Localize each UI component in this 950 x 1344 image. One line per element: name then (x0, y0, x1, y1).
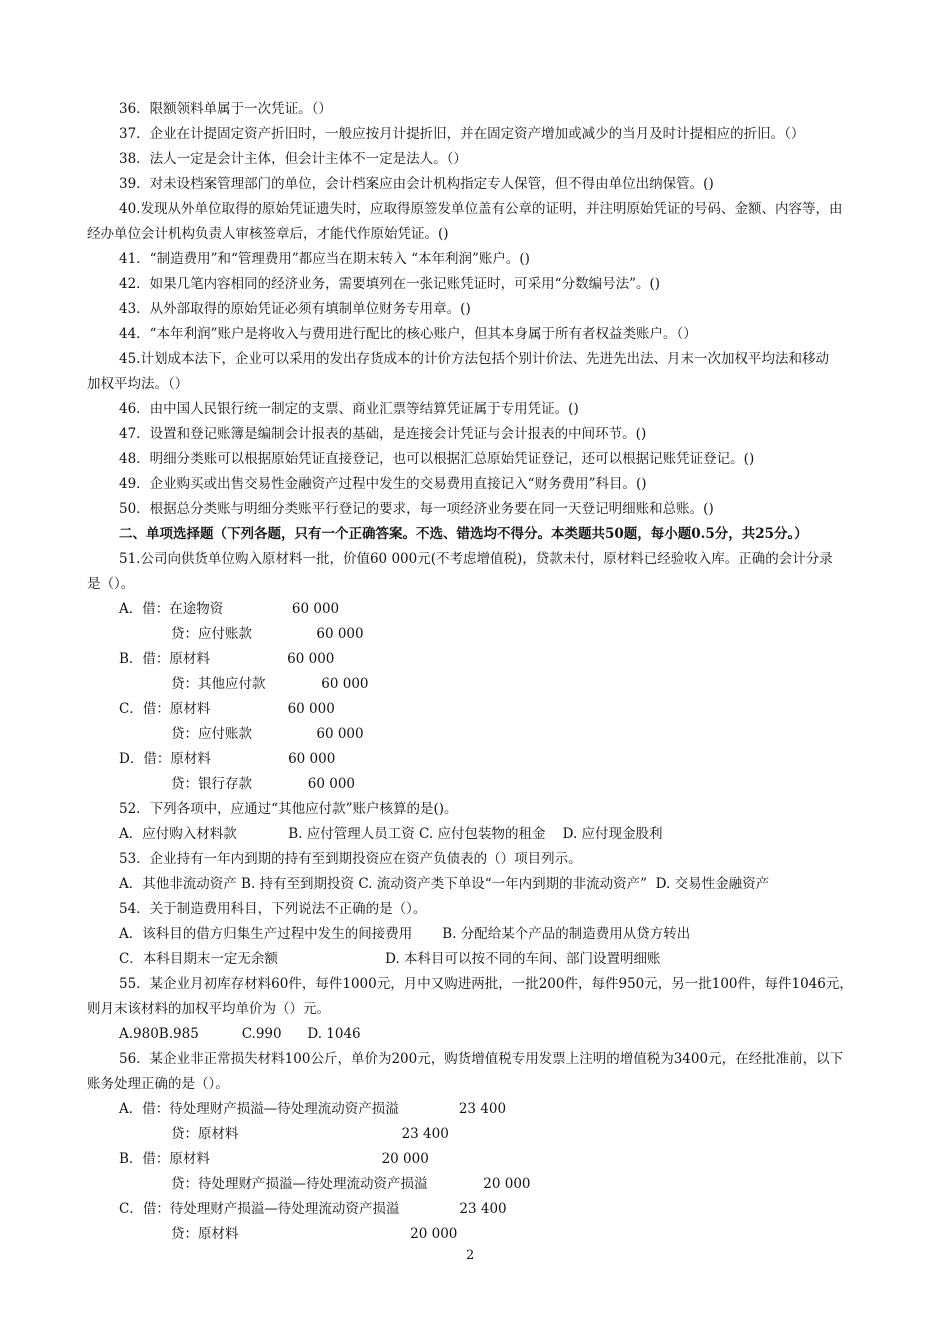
question-52: 52．下列各项中，应通过“其他应付款”账户核算的是()。 (119, 801, 458, 817)
question-40-cont: 经办单位会计机构负责人审核签章后，才能代作原始凭证。() (87, 226, 449, 242)
question-44: 44．“本年利润”账户是将收入与费用进行配比的核心账户，但其本身属于所有者权益类账户。（） (119, 326, 697, 342)
question-41: 41．“制造费用”和“管理费用”都应当在期末转入 “本年利润”账户。() (119, 251, 530, 267)
question-45-cont: 加权平均法。（） (87, 376, 189, 392)
question-37: 37．企业在计提固定资产折旧时，一般应按月计提折旧，并在固定资产增加或减少的当月及时计提相应的折旧。（） (119, 126, 805, 142)
option-56-a-credit: 贷：原材料 23 400 (171, 1126, 449, 1142)
question-51: 51.公司向供货单位购入原材料一批，价值60 000元(不考虑增值税)，贷款未付，原材料已经验收入库。正确的会计分录 (119, 551, 833, 567)
page-number: 2 (466, 1248, 475, 1263)
question-36: 36．限额领料单属于一次凭证。（） (119, 101, 332, 117)
option-56-c-debit: C．借：待处理财产损溢—待处理流动资产损溢 23 400 (119, 1201, 507, 1217)
option-51-d-credit: 贷：银行存款 60 000 (171, 776, 356, 792)
question-56: 56．某企业非正常损失材料100公斤，单价为200元，购货增值税专用发票上注明的增值税为3400元，在经批准前，以下 (119, 1051, 844, 1067)
question-43: 43．从外部取得的原始凭证必须有填制单位财务专用章。() (119, 301, 471, 317)
option-51-a-credit: 贷：应付账款 60 000 (171, 626, 364, 642)
question-40: 40.发现从外单位取得的原始凭证遗失时，应取得原签发单位盖有公章的证明，并注明原始凭证的号码、金额、内容等，由 (119, 201, 843, 217)
question-49: 49．企业购买或出售交易性金融资产过程中发生的交易费用直接记入“财务费用”科目。() (119, 476, 647, 492)
question-51-cont: 是（）。 (87, 576, 135, 592)
question-48: 48．明细分类账可以根据原始凭证直接登记，也可以根据汇总原始凭证登记，还可以根据记账凭证登记。() (119, 451, 755, 467)
question-56-cont: 账务处理正确的是（）。 (87, 1076, 229, 1092)
question-38: 38．法人一定是会计主体，但会计主体不一定是法人。（） (119, 151, 467, 167)
option-51-a-debit: A．借：在途物资 60 000 (119, 601, 340, 617)
question-39: 39．对未设档案管理部门的单位，会计档案应由会计机构指定专人保管，但不得由单位出纳保管。() (119, 176, 714, 192)
question-53: 53．企业持有一年内到期的持有至到期投资应在资产负债表的（）项目列示。 (119, 851, 582, 867)
options-53: A．其他非流动资产 B. 持有至到期投资 C. 流动资产类下单设“一年内到期的非流动资产” D. 交易性金融资产 (119, 876, 770, 892)
question-55-cont: 则月末该材料的加权平均单价为（）元。 (87, 1001, 330, 1017)
option-51-c-credit: 贷：应付账款 60 000 (171, 726, 364, 742)
option-51-b-credit: 贷：其他应付款 60 000 (171, 676, 369, 692)
option-51-c-debit: C．借：原材料 60 000 (119, 701, 335, 717)
question-46: 46．由中国人民银行统一制定的支票、商业汇票等结算凭证属于专用凭证。() (119, 401, 579, 417)
question-45: 45.计划成本法下，企业可以采用的发出存货成本的计价方法包括个别计价法、先进先出法、月末一次加权平均法和移动 (119, 351, 829, 367)
question-42: 42．如果几笔内容相同的经济业务，需要填列在一张记账凭证时，可采用“分数编号法”。() (119, 276, 661, 292)
option-56-a-debit: A．借：待处理财产损溢—待处理流动资产损溢 23 400 (119, 1101, 507, 1117)
options-52: A．应付购入材料款 B. 应付管理人员工资 C. 应付包装物的租金 D. 应付现金股利 (119, 826, 663, 842)
option-56-b-credit: 贷：待处理财产损溢—待处理流动资产损溢 20 000 (171, 1176, 531, 1192)
question-55: 55．某企业月初库存材料60件，每件1000元，月中又购进两批，一批200件，每件950元，另一批100件，每件1046元， (119, 976, 853, 992)
section-heading: 二、单项选择题（下列各题，只有一个正确答案。不选、错选均不得分。本类题共50题，每小题0.5分，共25分。） (119, 526, 808, 542)
options-54-cd: C．本科目期末一定无余额 D. 本科目可以按不同的车间、部门设置明细账 (119, 951, 661, 967)
question-47: 47．设置和登记账簿是编制会计报表的基础，是连接会计凭证与会计报表的中间环节。() (119, 426, 647, 442)
question-50: 50．根据总分类账与明细分类账平行登记的要求，每一项经济业务要在同一天登记明细账和总账。() (119, 501, 714, 517)
option-51-b-debit: B．借：原材料 60 000 (119, 651, 335, 667)
option-56-c-credit: 贷：原材料 20 000 (171, 1226, 458, 1242)
options-55: A.980B.985 C.990 D. 1046 (119, 1026, 361, 1042)
option-56-b-debit: B．借：原材料 20 000 (119, 1151, 429, 1167)
option-51-d-debit: D．借：原材料 60 000 (119, 751, 336, 767)
options-54-ab: A．该科目的借方归集生产过程中发生的间接费用 B. 分配给某个产品的制造费用从贷方转出 (119, 926, 691, 942)
question-54: 54．关于制造费用科目，下列说法不正确的是（）。 (119, 901, 427, 917)
